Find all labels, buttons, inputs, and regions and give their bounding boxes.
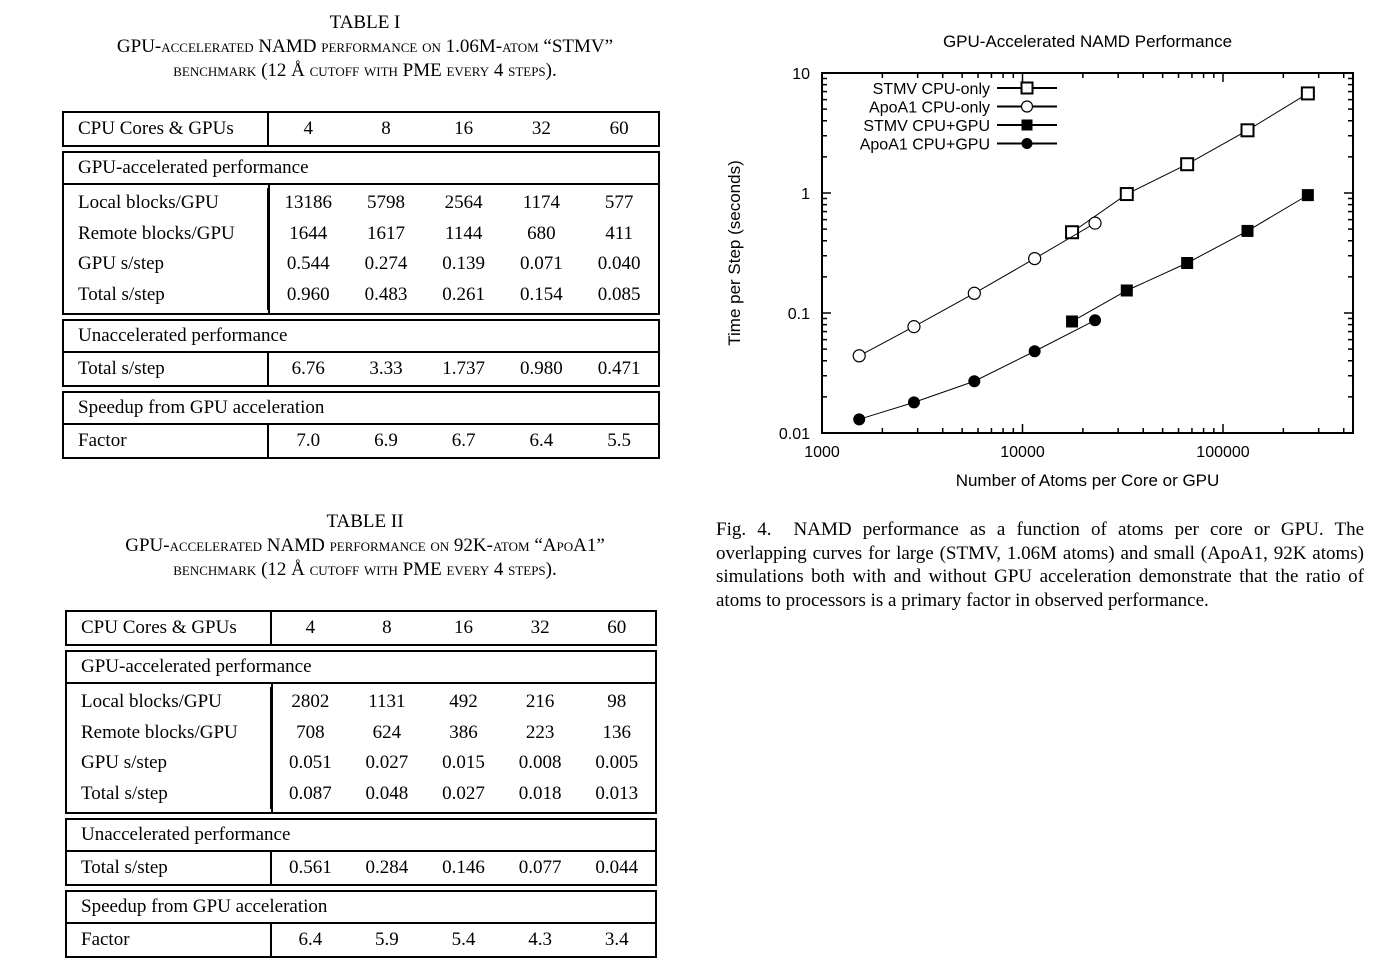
table-section xyxy=(65,890,657,958)
data-point-2-0 xyxy=(1066,315,1078,327)
table-cell: 13186 xyxy=(284,192,332,214)
table-cell: 0.561 xyxy=(288,857,332,878)
table-cell: 1644 xyxy=(289,222,328,244)
table-cell: 6.76 xyxy=(291,358,325,379)
row-label: Total s/step xyxy=(67,779,272,810)
table-cell: 0.008 xyxy=(518,752,562,774)
table-row xyxy=(64,249,658,280)
row-label: GPU s/step xyxy=(67,748,272,779)
table-cell: 0.085 xyxy=(597,283,641,305)
legend-label: STMV CPU-only xyxy=(872,81,990,98)
header-cell: 32 xyxy=(531,118,551,139)
data-point-3-4 xyxy=(1089,314,1101,326)
table-cell: 0.261 xyxy=(442,283,486,305)
legend-label: STMV CPU+GPU xyxy=(863,118,990,135)
table2-number: TABLE II xyxy=(326,511,404,532)
table-header-box xyxy=(65,610,657,646)
x-tick-label: 100000 xyxy=(1196,444,1250,461)
data-point-2-2 xyxy=(1181,257,1193,269)
table-row xyxy=(64,353,658,385)
section-title: GPU-accelerated performance xyxy=(64,153,658,185)
data-point-1-2 xyxy=(968,287,980,299)
series-line-3 xyxy=(859,320,1095,419)
figure-caption xyxy=(716,518,1364,612)
row-label: GPU s/step xyxy=(64,249,269,280)
data-point-0-1 xyxy=(1121,188,1133,200)
section-title: GPU-accelerated performance xyxy=(67,652,655,684)
table-cell: 5798 xyxy=(366,192,405,214)
legend-marker xyxy=(1022,83,1033,94)
table-cell: 0.051 xyxy=(288,752,332,774)
table-header-row xyxy=(64,113,658,145)
table-cell: 577 xyxy=(604,192,634,214)
data-point-0-3 xyxy=(1242,124,1254,136)
table-cell: 0.146 xyxy=(442,857,485,878)
data-point-2-4 xyxy=(1302,189,1314,201)
table-cell: 1131 xyxy=(368,691,406,713)
table-row xyxy=(64,425,658,457)
table-cell: 3.4 xyxy=(604,929,629,950)
table-cell: 6.9 xyxy=(374,430,398,451)
data-point-2-1 xyxy=(1121,284,1133,296)
section-body xyxy=(67,852,655,884)
header-label: CPU Cores & GPUs xyxy=(64,113,269,145)
row-label: Local blocks/GPU xyxy=(64,188,269,219)
header-label: CPU Cores & GPUs xyxy=(67,612,272,644)
x-tick-label: 10000 xyxy=(1000,444,1045,461)
chart-title: GPU-Accelerated NAMD Performance xyxy=(942,32,1233,51)
y-axis-label: Time per Step (seconds) xyxy=(725,160,744,346)
table2-title-line2: benchmark (12 Å cutoff with PME every 4 steps). xyxy=(173,559,557,580)
y-tick-label: 0.01 xyxy=(778,426,810,443)
table-row xyxy=(64,280,658,311)
data-point-1-1 xyxy=(908,321,920,333)
table-cell: 0.044 xyxy=(595,857,639,878)
table-cell: 216 xyxy=(525,691,555,713)
table-row xyxy=(67,687,655,718)
table-section xyxy=(62,391,660,459)
data-point-2-3 xyxy=(1242,225,1254,237)
row-label: Remote blocks/GPU xyxy=(64,219,269,250)
table-header-row xyxy=(67,612,655,644)
legend-label: ApoA1 CPU+GPU xyxy=(859,136,990,154)
data-point-1-4 xyxy=(1089,217,1101,229)
table-cell: 0.544 xyxy=(286,253,330,275)
table-cell: 492 xyxy=(449,691,478,713)
table-cell: 1.737 xyxy=(442,358,486,379)
table1 xyxy=(62,111,660,463)
table-cell: 1174 xyxy=(522,192,561,214)
x-axis-label: Number of Atoms per Core or GPU xyxy=(955,471,1220,490)
table-cell: 5.5 xyxy=(607,430,632,451)
table-cell: 6.7 xyxy=(451,430,476,451)
table-cell: 0.071 xyxy=(520,253,563,275)
legend-marker xyxy=(1022,120,1033,131)
table-cell: 0.980 xyxy=(520,358,563,379)
header-cell: 4 xyxy=(305,617,316,638)
row-label: Total s/step xyxy=(64,353,269,385)
table-cell: 1617 xyxy=(366,222,405,244)
section-title: Speedup from GPU acceleration xyxy=(64,393,658,425)
figure-number: Fig. 4. xyxy=(716,519,772,540)
table-cell: 0.015 xyxy=(442,752,485,774)
table-cell: 0.154 xyxy=(520,283,563,305)
data-point-3-1 xyxy=(908,396,920,408)
table1-number: TABLE I xyxy=(329,12,401,33)
table-cell: 0.077 xyxy=(518,857,562,878)
table-row xyxy=(64,188,658,219)
table-section xyxy=(62,151,660,315)
header-cell: 8 xyxy=(382,617,392,638)
table-cell: 0.048 xyxy=(365,782,409,804)
table-cell: 6.4 xyxy=(298,929,323,950)
table-cell: 0.960 xyxy=(286,283,330,305)
header-cell: 16 xyxy=(454,617,473,638)
table-cell: 1144 xyxy=(445,222,483,244)
table-header-box xyxy=(62,111,660,147)
table1-title-line1: GPU-accelerated NAMD performance on 1.06M-atom “STMV” xyxy=(116,36,614,57)
table-row xyxy=(67,748,655,779)
table-cell: 5.9 xyxy=(375,929,399,950)
section-body xyxy=(67,924,655,956)
section-title: Unaccelerated performance xyxy=(64,321,658,353)
row-label: Remote blocks/GPU xyxy=(67,718,272,749)
table2-caption xyxy=(40,510,690,582)
y-tick-label: 1 xyxy=(801,186,810,203)
row-label: Total s/step xyxy=(64,280,269,311)
table-cell: 411 xyxy=(605,222,634,244)
legend-marker xyxy=(1022,138,1033,149)
row-label: Factor xyxy=(64,425,269,457)
data-point-0-2 xyxy=(1181,158,1193,170)
data-point-3-3 xyxy=(1029,345,1041,357)
table-cell: 0.040 xyxy=(597,253,641,275)
row-label: Local blocks/GPU xyxy=(67,687,272,718)
table-cell: 386 xyxy=(449,721,478,743)
table-cell: 708 xyxy=(296,721,325,743)
row-label: Factor xyxy=(67,924,272,956)
table-cell: 5.4 xyxy=(451,929,476,950)
table-row xyxy=(67,852,655,884)
table-cell: 0.483 xyxy=(364,283,408,305)
header-cell: 32 xyxy=(530,617,550,638)
table-cell: 3.33 xyxy=(369,358,403,379)
x-tick-label: 1000 xyxy=(804,444,840,461)
table-row xyxy=(67,718,655,749)
table-row xyxy=(67,924,655,956)
table-section xyxy=(65,650,657,814)
section-body xyxy=(64,185,658,313)
table-cell: 0.471 xyxy=(597,358,641,379)
table-cell: 0.027 xyxy=(365,752,409,774)
table-cell: 0.087 xyxy=(288,782,332,804)
table-cell: 0.139 xyxy=(442,253,486,275)
legend-marker xyxy=(1022,101,1033,112)
table-cell: 6.4 xyxy=(529,430,554,451)
table-row xyxy=(67,779,655,810)
header-cell: 4 xyxy=(303,118,313,139)
y-tick-label: 0.1 xyxy=(787,306,810,323)
table-cell: 0.027 xyxy=(442,782,485,804)
table-cell: 2564 xyxy=(444,192,483,214)
data-point-1-3 xyxy=(1029,253,1041,265)
y-tick-label: 10 xyxy=(792,66,810,83)
section-body xyxy=(64,425,658,457)
section-body xyxy=(67,684,655,812)
row-label: Total s/step xyxy=(67,852,272,884)
table2 xyxy=(65,610,657,962)
performance-chart xyxy=(700,55,1380,495)
table-cell: 223 xyxy=(525,721,555,743)
table2-title-line1: GPU-accelerated NAMD performance on 92K-atom “ApoA1” xyxy=(125,535,605,556)
header-cell: 8 xyxy=(381,118,391,139)
table-cell: 7.0 xyxy=(296,430,321,451)
table-cell: 136 xyxy=(602,721,631,743)
data-point-1-0 xyxy=(853,350,865,362)
table-cell: 0.274 xyxy=(364,253,408,275)
header-cell: 60 xyxy=(607,617,627,638)
header-cell: 16 xyxy=(454,118,474,139)
table1-title-line2: benchmark (12 Å cutoff with PME every 4 steps). xyxy=(173,60,557,81)
table1-caption xyxy=(40,11,690,83)
data-point-3-0 xyxy=(853,413,865,425)
header-cell: 60 xyxy=(609,118,629,139)
table-row xyxy=(64,219,658,250)
section-title: Speedup from GPU acceleration xyxy=(67,892,655,924)
legend-label: ApoA1 CPU-only xyxy=(869,99,990,117)
table-cell: 0.018 xyxy=(518,782,562,804)
section-body xyxy=(64,353,658,385)
table-cell: 624 xyxy=(372,721,402,743)
table-cell: 680 xyxy=(527,222,556,244)
table-cell: 0.284 xyxy=(365,857,409,878)
data-point-3-2 xyxy=(968,375,980,387)
table-section xyxy=(65,818,657,886)
table-section xyxy=(62,319,660,387)
figure-caption-text: NAMD performance as a function of atoms per core or GPU. The overlapping curves for large (STMV, 1.06M atoms) and small (ApoA1, 92K atoms) simulations both with and without GPU acceleration demonstrate that the ratio of atoms to processors is a primary factor in observed performance. xyxy=(716,519,1364,611)
table-cell: 0.005 xyxy=(595,752,639,774)
data-point-0-4 xyxy=(1302,87,1314,99)
section-title: Unaccelerated performance xyxy=(67,820,655,852)
table-cell: 0.013 xyxy=(595,782,639,804)
table-cell: 4.3 xyxy=(528,929,552,950)
table-cell: 2802 xyxy=(291,691,330,713)
table-cell: 98 xyxy=(607,691,627,713)
